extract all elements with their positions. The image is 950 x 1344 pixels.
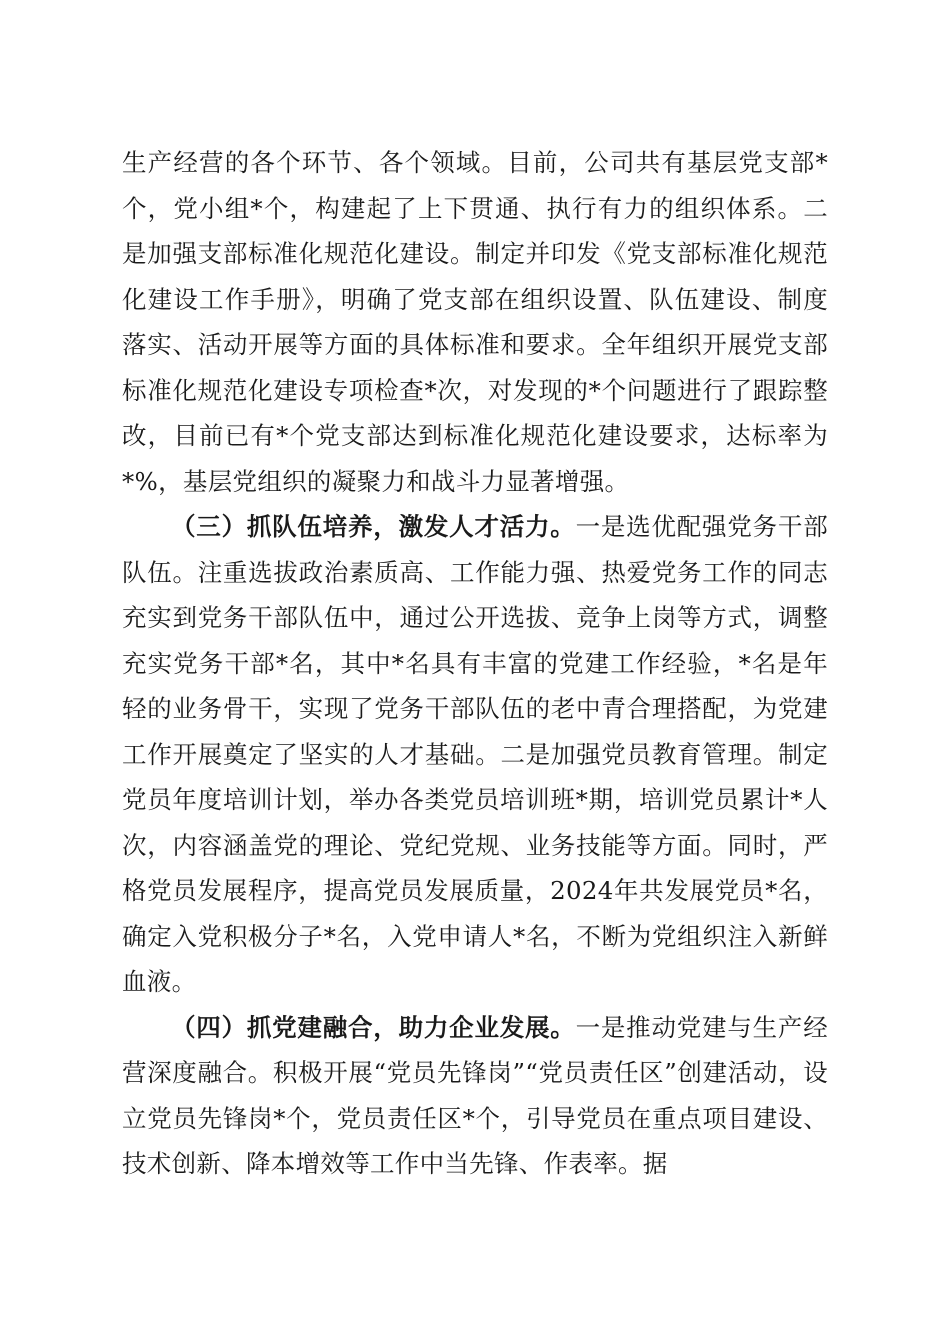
paragraph-text: 生产经营的各个环节、各个领域。目前，公司共有基层党支部*个，党小组*个，构建起了上下贯通、执行有力的组织体系。二是加强支部标准化规范化建设。制定并印发《党支部标准化规范化建设工作手册》，明确了党支部在组织设置、队伍建设、制度落实、活动开展等方面的具体标准和要求。全年组织开展党支部标准化规范化建设专项检查*次，对发现的*个问题进行了跟踪整改，目前已有*个党支部达到标准化规范化建设要求，达标率为*%，基层党组织的凝聚力和战斗力显著增强。 bbox=[122, 148, 828, 496]
paragraph-text: 一是推动党建与生产经营深度融合。积极开展“党员先锋岗”“党员责任区”创建活动，设立党员先锋岗*个，党员责任区*个，引导党员在重点项目建设、技术创新、降本增效等工作中当先锋、作表率。据 bbox=[122, 1012, 828, 1178]
paragraph-section-four bbox=[122, 1005, 828, 1187]
document-body bbox=[122, 140, 828, 1187]
section-heading: （三）抓队伍培养，激发人才活力。 bbox=[171, 512, 576, 541]
section-heading: （四）抓党建融合，助力企业发展。 bbox=[171, 1012, 576, 1042]
paragraph-text: 一是选优配强党务干部队伍。注重选拔政治素质高、工作能力强、热爱党务工作的同志充实到党务干部队伍中，通过公开选拔、竞争上岗等方式，调整充实党务干部*名，其中*名具有丰富的党建工作经验，*名是年轻的业务骨干，实现了党务干部队伍的老中青合理搭配，为党建工作开展奠定了坚实的人才基础。二是加强党员教育管理。制定党员年度培训计划，举办各类党员培训班*期，培训党员累计*人次，内容涵盖党的理论、党纪党规、业务技能等方面。同时，严格党员发展程序，提高党员发展质量，2024年共发展党员*名，确定入党积极分子*名，入党申请人*名，不断为党组织注入新鲜血液。 bbox=[122, 512, 828, 996]
paragraph-continuation bbox=[122, 140, 828, 504]
paragraph-section-three bbox=[122, 504, 828, 1005]
